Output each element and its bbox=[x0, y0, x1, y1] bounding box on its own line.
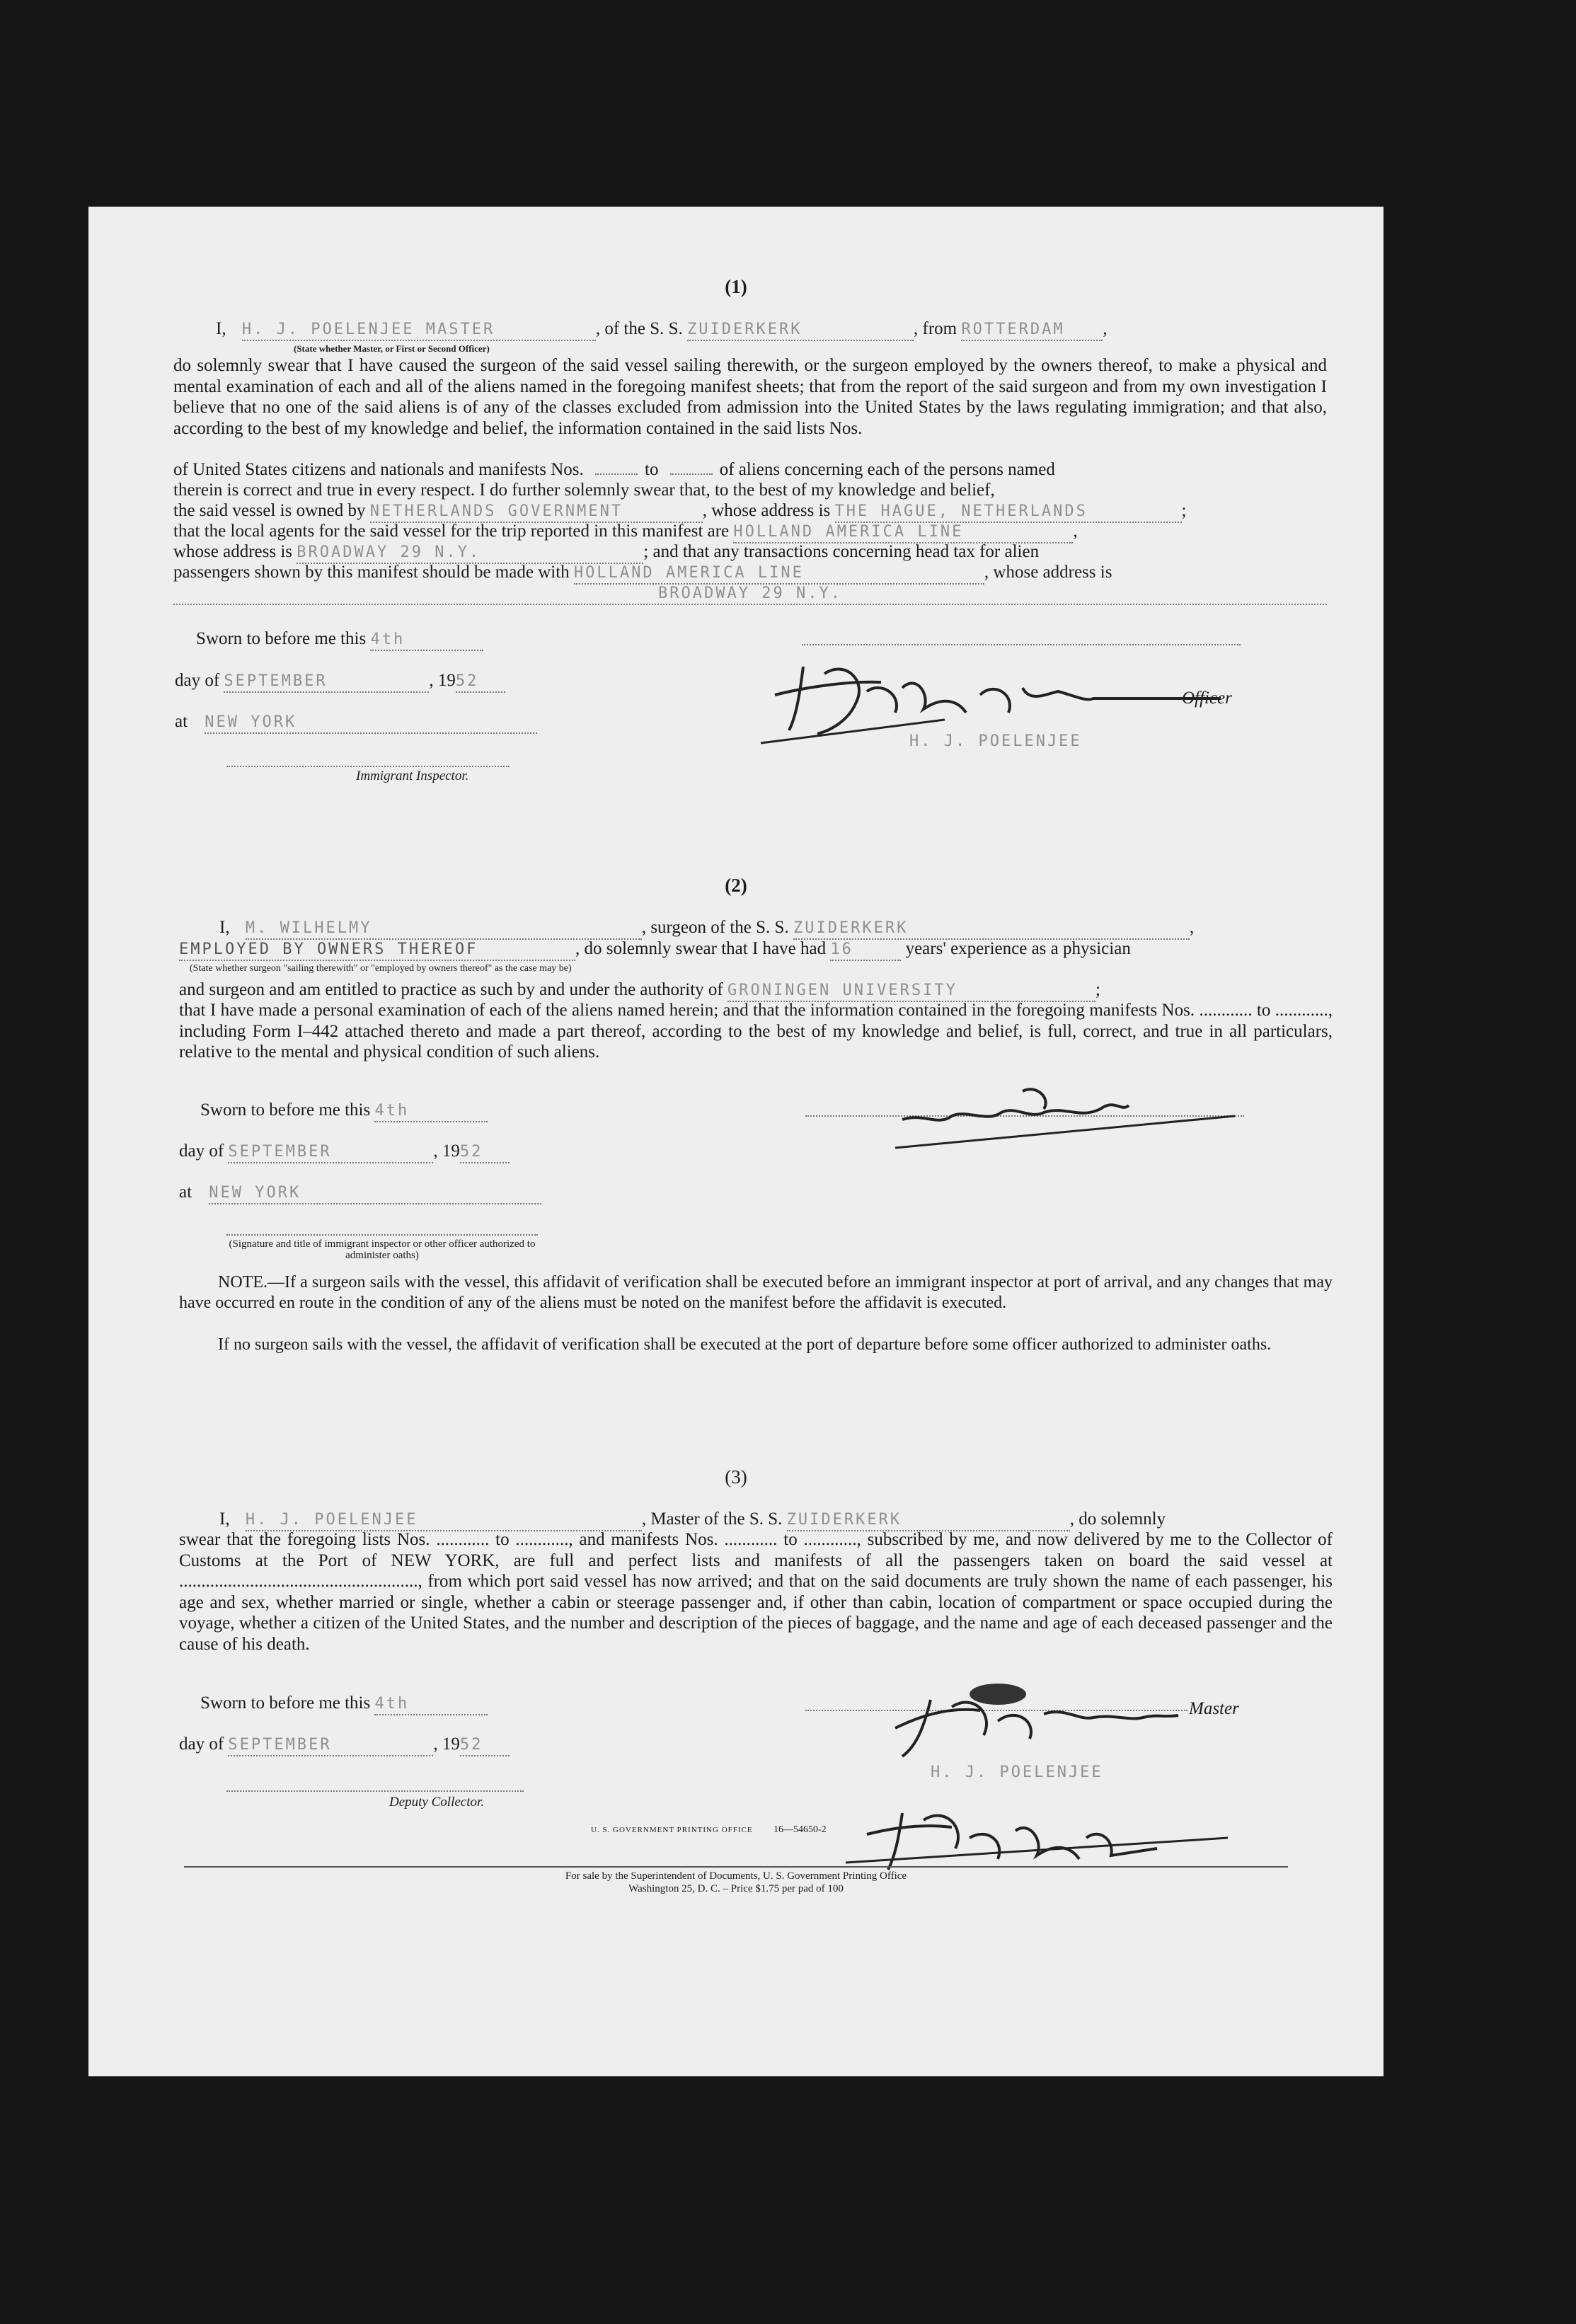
agents-address-line: whose address is BROADWAY 29 N.Y. ; and that any transactions concerning head tax for alien bbox=[173, 541, 1039, 564]
month-field-3: SEPTEMBER bbox=[228, 1735, 433, 1756]
day-of-line-2: day of SEPTEMBER , 1952 bbox=[179, 1141, 510, 1163]
form-number: 16—54650-2 bbox=[773, 1824, 827, 1835]
master-name-field: H. J. POELENJEE MASTER bbox=[242, 319, 596, 341]
sworn-line-3: Sworn to before me this 4th bbox=[200, 1693, 488, 1715]
master-paragraph-3: swear that the foregoing lists Nos. ............ to ............, and manifests Nos. ............ to ............, subscribed by me, and now delivered by me to the Collector of Customs at the Port of NEW YORK, are full and perfect lists and manifests of all the passengers taken on board the said vessel at ......................................................, from which port said vessel has now arrived; and that on the said documents are truly shown the name of each passenger, his age and sex, whether married or single, whether a cabin or steerage passenger and, if other than cabin, location of compartment or space occupied during the voyage, whether a citizen of the United States, and the number and description of the pieces of baggage, and the name and age of each deceased passenger and the cause of his death. bbox=[179, 1530, 1333, 1654]
section-2-number: (2) bbox=[725, 875, 747, 896]
employment-line: EMPLOYED BY OWNERS THEREOF , do solemnly swear that I have had 16 years' experience as a physician bbox=[179, 938, 1131, 961]
employment-caption: (State whether surgeon "sailing therewith" or "employed by owners thereof" as the case may be) bbox=[190, 963, 572, 974]
section-3-number: (3) bbox=[725, 1466, 747, 1488]
form-page bbox=[88, 207, 1384, 2076]
lists-line: of United States citizens and nationals and manifests Nos. to of aliens concerning each of the persons named bbox=[173, 460, 1055, 479]
ship-field-3: ZUIDERKERK bbox=[787, 1509, 1070, 1531]
head-tax-agent-field: HOLLAND AMERICA LINE bbox=[574, 563, 984, 585]
ship-name-field: ZUIDERKERK bbox=[687, 319, 914, 341]
inspector-caption-2: (Signature and title of immigrant inspector or other officer authorized to administer oaths) bbox=[229, 1238, 536, 1261]
note-paragraph: NOTE.—If a surgeon sails with the vessel, this affidavit of verification shall be executed before an immigrant inspector at port of arrival, and any changes that may have occurred en route in the condition of any of the aliens must be noted on the manifest before the affidavit is executed. bbox=[179, 1273, 1333, 1312]
deputy-caption: Deputy Collector. bbox=[389, 1795, 485, 1810]
deputy-signature-line bbox=[226, 1790, 524, 1792]
authority-line: and surgeon and am entitled to practice as such by and under the authority of GRONINGEN UNIVERSITY ; bbox=[179, 979, 1100, 1002]
sworn-day-field-2: 4th bbox=[374, 1100, 488, 1122]
at-line-1: at NEW YORK bbox=[175, 711, 537, 734]
master-typed-name: H. J. POELENJEE bbox=[931, 1764, 1103, 1781]
day-of-line-1: day of SEPTEMBER , 1952 bbox=[175, 670, 505, 693]
from-port-field: ROTTERDAM bbox=[961, 319, 1103, 341]
inspector-caption: Immigrant Inspector. bbox=[356, 769, 469, 783]
master-line-3: I, H. J. POELENJEE , Master of the S. S. ZUIDERKERK , do solemnly bbox=[219, 1509, 1166, 1531]
surgeon-ship-field: ZUIDERKERK bbox=[793, 918, 1190, 940]
surgeon-paragraph: that I have made a personal examination of each of the aliens named herein; and that the information contained in the foregoing manifests Nos. ............ to ............, including Form I–442 attached thereto and made a part thereof, according to the best of my knowledge and belief, is full, correct, and true in all particulars, relative to the mental and physical condition of such aliens. bbox=[179, 1001, 1333, 1062]
head-tax-address-field: BROADWAY 29 N.Y. bbox=[173, 583, 1327, 605]
footer-rule bbox=[184, 1866, 1288, 1868]
sworn-day-field: 4th bbox=[370, 629, 483, 651]
authority-field: GRONINGEN UNIVERSITY bbox=[727, 980, 1095, 1002]
place-field: NEW YORK bbox=[205, 712, 537, 734]
month-field-2: SEPTEMBER bbox=[228, 1141, 433, 1163]
employment-field: EMPLOYED BY OWNERS THEREOF bbox=[179, 939, 575, 961]
note-paragraph-2: If no surgeon sails with the vessel, the affidavit of verification shall be executed at the port of departure before some officer authorized to administer oaths. bbox=[218, 1335, 1272, 1354]
head-tax-line: passengers shown by this manifest should be made with HOLLAND AMERICA LINE , whose address is bbox=[173, 562, 1112, 585]
surgeon-line: I, M. WILHELMY , surgeon of the S. S. ZUIDERKERK , bbox=[219, 917, 1194, 940]
agents-field: HOLLAND AMERICA LINE bbox=[733, 522, 1073, 543]
year-field-2: 52 bbox=[460, 1141, 510, 1163]
owner-address-field: THE HAGUE, NETHERLANDS bbox=[835, 501, 1182, 523]
officer-signature-line bbox=[802, 644, 1241, 645]
inspector-signature-line-2 bbox=[226, 1234, 538, 1236]
master-label: Master bbox=[1189, 1699, 1239, 1718]
footer-line-2: Washington 25, D. C. – Price $1.75 per pad of 100 bbox=[628, 1883, 844, 1894]
footer-line-1: For sale by the Superintendent of Documents, U. S. Government Printing Office bbox=[565, 1870, 907, 1882]
sworn-day-field-3: 4th bbox=[374, 1693, 488, 1715]
therein-line: therein is correct and true in every respect. I do further solemnly swear that, to the best of my knowledge and belief, bbox=[173, 481, 995, 500]
day-of-line-3: day of SEPTEMBER , 1952 bbox=[179, 1734, 510, 1756]
year-field-3: 52 bbox=[460, 1735, 510, 1756]
master-oath-paragraph: do solemnly swear that I have caused the surgeon of the said vessel sailing therewith, or the surgeon employed by the owners thereof, to make a physical and mental examination of each and all of the aliens named in the foregoing manifest sheets; that from the report of the said surgeon and from my own investigation I believe that no one of the said aliens is of any of the classes excluded from admission into the United States by the laws regulating immigration; and that also, according to the best of my knowledge and belief, the information contained in the said lists Nos. bbox=[173, 356, 1327, 438]
owner-field: NETHERLANDS GOVERNMENT bbox=[370, 501, 703, 523]
surgeon-signature bbox=[895, 1077, 1263, 1155]
agents-address-field: BROADWAY 29 N.Y. bbox=[297, 542, 643, 564]
year-field: 52 bbox=[456, 671, 505, 693]
surgeon-name-field: M. WILHELMY bbox=[246, 918, 642, 940]
inspector-signature-line bbox=[226, 766, 510, 767]
at-line-2: at NEW YORK bbox=[179, 1182, 541, 1204]
master-caption: (State whether Master, or First or Second Officer) bbox=[294, 343, 490, 354]
master-name-field-3: H. J. POELENJEE bbox=[246, 1509, 642, 1531]
master-oath-line: I, H. J. POELENJEE MASTER , of the S. S. ZUIDERKERK , from ROTTERDAM , bbox=[216, 318, 1108, 341]
master-signature-2 bbox=[846, 1799, 1242, 1877]
section-1-number: (1) bbox=[725, 276, 747, 297]
month-field: SEPTEMBER bbox=[224, 671, 429, 693]
head-tax-address-line bbox=[173, 582, 1327, 605]
master-signature bbox=[881, 1679, 1249, 1764]
sworn-line-2: Sworn to before me this 4th bbox=[200, 1100, 488, 1122]
officer-signature bbox=[761, 652, 1256, 752]
agents-line: that the local agents for the said vessel for the trip reported in this manifest are HOLLAND AMERICA LINE , bbox=[173, 521, 1078, 543]
place-field-2: NEW YORK bbox=[209, 1183, 541, 1204]
officer-typed-name: H. J. POELENJEE bbox=[909, 732, 1082, 750]
officer-label: Officer bbox=[1182, 689, 1232, 708]
owner-line: the said vessel is owned by NETHERLANDS GOVERNMENT , whose address is THE HAGUE, NETHERLANDS ; bbox=[173, 500, 1186, 523]
sworn-line-1: Sworn to before me this 4th bbox=[196, 628, 483, 651]
gpo-label: U. S. GOVERNMENT PRINTING OFFICE bbox=[591, 1826, 753, 1834]
years-field: 16 bbox=[830, 939, 901, 961]
